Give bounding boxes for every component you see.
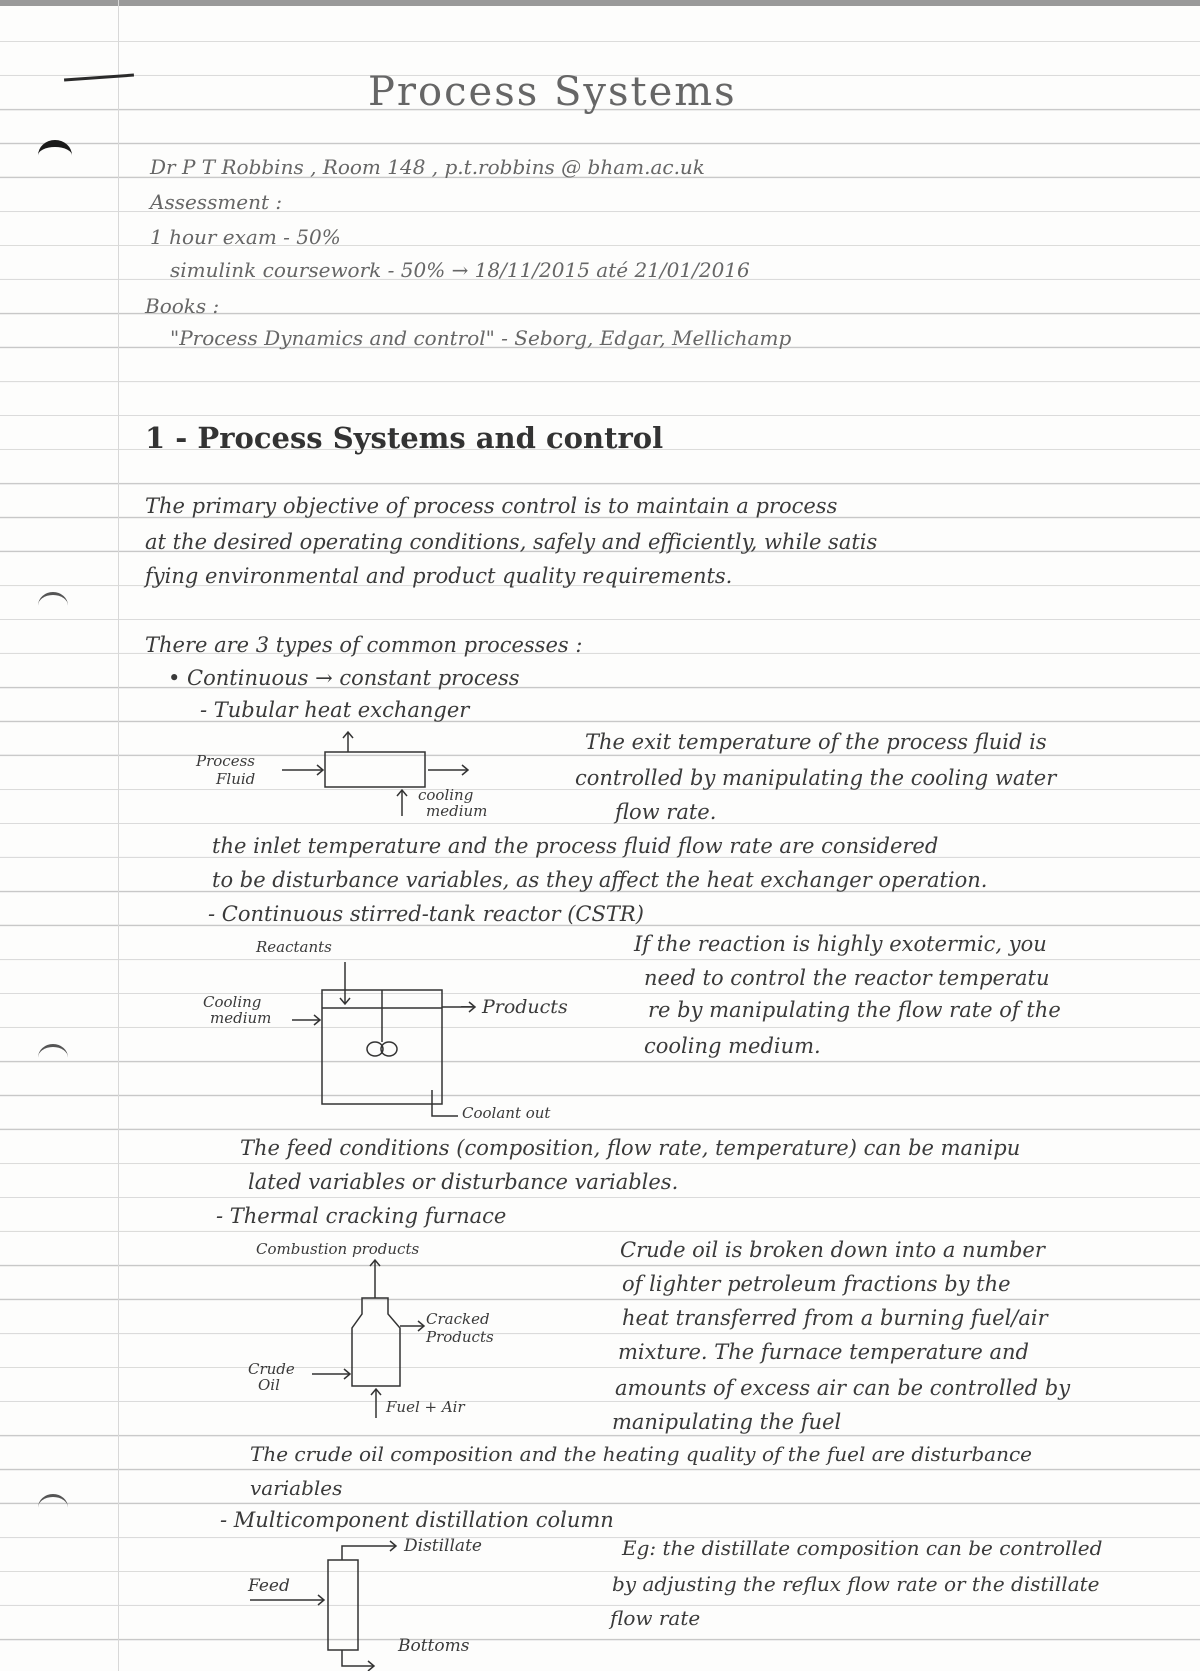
cstr-note: lated variables or disturbance variables. bbox=[248, 1170, 679, 1194]
book-line: "Process Dynamics and control" - Seborg, Edgar, Mellichamp bbox=[170, 326, 792, 350]
section-heading: 1 - Process Systems and control bbox=[145, 421, 664, 455]
distillation-diagram bbox=[250, 1536, 410, 1668]
bottoms-label: Bottoms bbox=[398, 1636, 470, 1656]
products-label: → Products bbox=[460, 996, 568, 1018]
types-intro: There are 3 types of common processes : bbox=[145, 633, 583, 657]
margin-dash-mark bbox=[64, 74, 134, 82]
coolant-out-label: Coolant out bbox=[462, 1104, 551, 1122]
margin-line bbox=[118, 0, 119, 1671]
furnace-desc: Crude oil is broken down into a number bbox=[620, 1238, 1045, 1262]
heat-exchanger-desc: The exit temperature of the process fluid is bbox=[585, 730, 1047, 754]
objective-line: fying environmental and product quality requirements. bbox=[145, 564, 733, 588]
cstr-note: The feed conditions (composition, flow rate, temperature) can be manipu bbox=[240, 1136, 1021, 1160]
distillation-desc: Eg: the distillate composition can be controlled bbox=[622, 1536, 1103, 1560]
cooling-label: cooling bbox=[418, 786, 474, 804]
punch-hole bbox=[38, 1494, 68, 1521]
distillate-label: Distillate bbox=[404, 1536, 482, 1556]
continuous-bullet: • Continuous → constant process bbox=[168, 666, 520, 690]
punch-hole bbox=[38, 140, 72, 171]
cstr-desc: If the reaction is highly exotermic, you bbox=[634, 932, 1047, 956]
books-label: Books : bbox=[145, 294, 220, 318]
furnace-desc: mixture. The furnace temperature and bbox=[618, 1340, 1029, 1364]
cstr-cooling-label: Cooling bbox=[203, 993, 262, 1011]
fluid-label: Fluid bbox=[216, 770, 256, 788]
furnace-desc: heat transferred from a burning fuel/air bbox=[622, 1306, 1048, 1330]
heat-exchanger-desc: flow rate. bbox=[615, 800, 717, 824]
furnace-heading: - Thermal cracking furnace bbox=[216, 1204, 507, 1228]
objective-line: at the desired operating conditions, safely and efficiently, while satis bbox=[145, 530, 878, 554]
objective-line: The primary objective of process control is to maintain a process bbox=[145, 494, 838, 518]
cstr-desc: need to control the reactor temperatu bbox=[644, 966, 1050, 990]
reactants-label: Reactants bbox=[256, 938, 332, 956]
page-title: Process Systems bbox=[368, 69, 737, 115]
feed-label: Feed bbox=[248, 1576, 290, 1596]
oil-label: Oil bbox=[258, 1376, 280, 1394]
cstr-medium-label: medium bbox=[210, 1009, 272, 1027]
process-label: Process bbox=[196, 752, 255, 770]
heat-exchanger-desc: controlled by manipulating the cooling water bbox=[575, 766, 1057, 790]
cstr-desc: re by manipulating the flow rate of the bbox=[648, 998, 1061, 1022]
coursework-line: simulink coursework - 50% → 18/11/2015 até 21/01/2016 bbox=[170, 258, 750, 282]
punch-hole bbox=[38, 592, 68, 619]
medium-label: medium bbox=[426, 802, 488, 820]
furnace-note: The crude oil composition and the heating quality of the fuel are disturbance bbox=[250, 1442, 1033, 1466]
cstr-heading: - Continuous stirred-tank reactor (CSTR) bbox=[208, 902, 644, 926]
furnace-desc: manipulating the fuel bbox=[612, 1410, 842, 1434]
cstr-diagram bbox=[290, 960, 470, 1122]
furnace-desc: of lighter petroleum fractions by the bbox=[622, 1272, 1011, 1296]
punch-hole bbox=[38, 1044, 68, 1071]
contact-line: Dr P T Robbins , Room 148 , p.t.robbins @ bham.ac.uk bbox=[150, 155, 705, 179]
cracked-label: Cracked bbox=[426, 1310, 490, 1328]
combustion-label: Combustion products bbox=[256, 1240, 420, 1258]
furnace-diagram bbox=[300, 1258, 430, 1418]
crude-label: Crude bbox=[248, 1360, 295, 1378]
assessment-label: Assessment : bbox=[150, 190, 283, 214]
furnace-desc: amounts of excess air can be controlled by bbox=[615, 1376, 1071, 1400]
heat-exchanger-heading: - Tubular heat exchanger bbox=[200, 698, 470, 722]
heat-exchanger-note: to be disturbance variables, as they affect the heat exchanger operation. bbox=[212, 868, 988, 892]
distillation-heading: - Multicomponent distillation column bbox=[220, 1508, 614, 1532]
exam-line: 1 hour exam - 50% bbox=[150, 225, 341, 249]
furnace-note: variables bbox=[250, 1476, 343, 1500]
furnace-products-label: Products bbox=[426, 1328, 494, 1346]
page-top-edge bbox=[0, 0, 1200, 6]
cstr-desc: cooling medium. bbox=[644, 1034, 821, 1058]
fuel-air-label: Fuel + Air bbox=[386, 1398, 465, 1416]
distillation-desc: flow rate bbox=[610, 1606, 701, 1630]
heat-exchanger-note: the inlet temperature and the process fluid flow rate are considered bbox=[212, 834, 939, 858]
distillation-desc: by adjusting the reflux flow rate or the distillate bbox=[612, 1572, 1100, 1596]
